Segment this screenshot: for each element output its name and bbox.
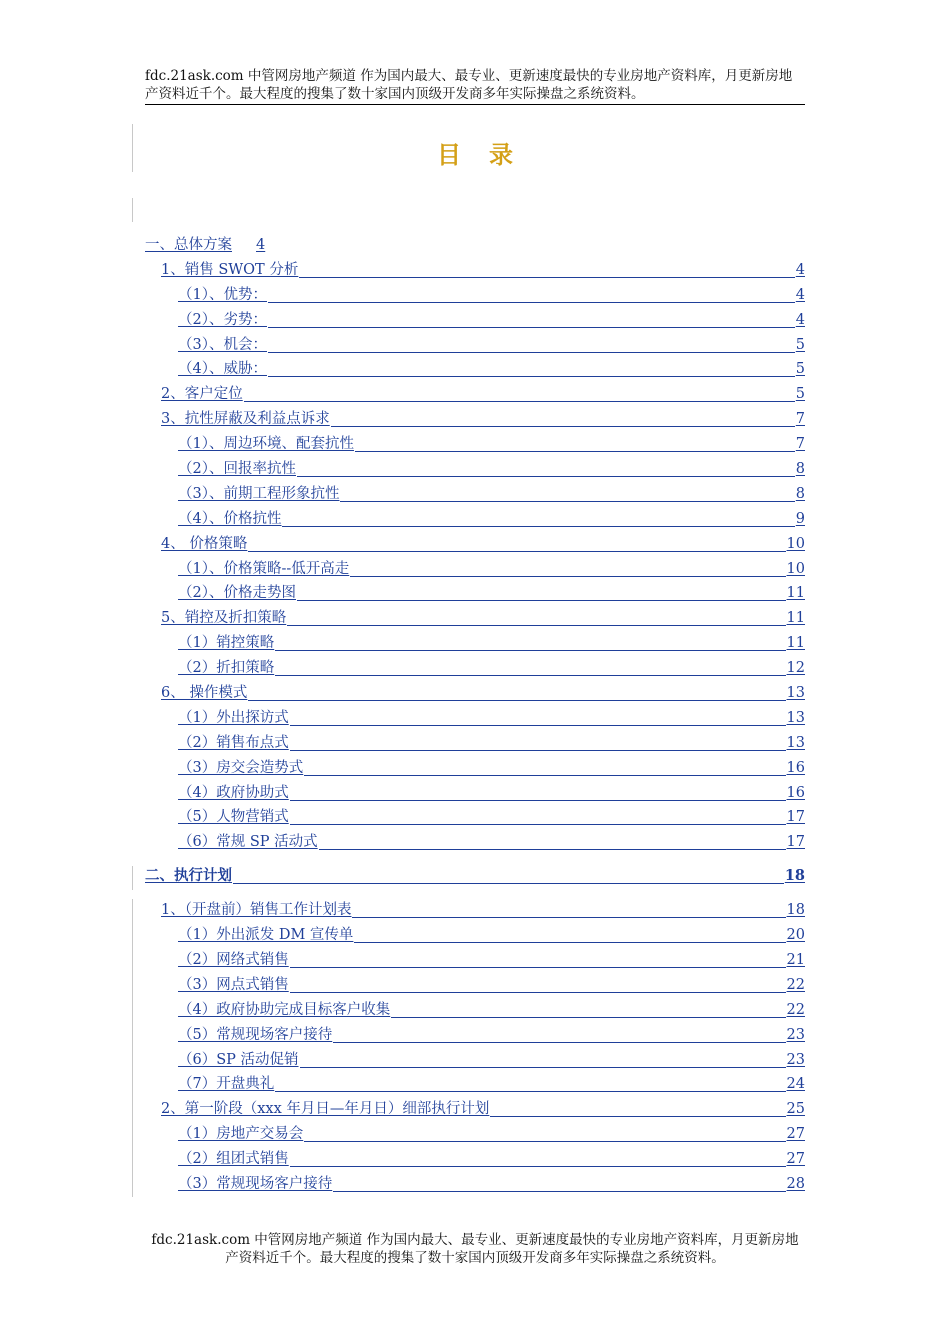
toc-entry[interactable]: （1）、优势： 4	[178, 286, 805, 303]
toc-entry[interactable]: （1）、价格策略--低开高走 10	[178, 560, 805, 577]
toc-entry[interactable]: 6、 操作模式 13	[161, 685, 805, 702]
toc-entry[interactable]: （2）、价格走势图 11	[178, 585, 805, 602]
toc-entry[interactable]: （1）房地产交易会 27	[178, 1126, 805, 1143]
toc-entry[interactable]: （2）、回报率抗性 8	[178, 461, 805, 478]
margin-rule	[132, 124, 133, 172]
toc-entry[interactable]: （2）折扣策略 12	[178, 660, 805, 677]
toc-entry[interactable]: 4、 价格策略 10	[161, 535, 805, 552]
toc-entry[interactable]: 1、销售 SWOT 分析 4	[161, 261, 805, 278]
toc-entry[interactable]: （4）、价格抗性 9	[178, 510, 805, 527]
toc-entry[interactable]: （5）常规现场客户接待 23	[178, 1026, 805, 1043]
toc-entry[interactable]: （6）常规 SP 活动式 17	[178, 834, 805, 851]
toc-entry[interactable]: 5、销控及折扣策略 11	[161, 610, 805, 627]
toc-entry[interactable]: （1）、周边环境、配套抗性 7	[178, 436, 805, 453]
toc-entry[interactable]: （3）、机会： 5	[178, 336, 805, 353]
table-of-contents	[145, 233, 805, 1197]
page-footer: fdc.21ask.com 中管网房地产频道 作为国内最大、最专业、更新速度最快的专业房地产资料库，月更新房地产资料近千个。最大程度的搜集了数十家国内顶级开发商多年实际操盘之系统资料。	[151, 1232, 799, 1266]
toc-entry[interactable]: （4）、威胁： 5	[178, 361, 805, 378]
toc-entry[interactable]: （2）、劣势： 4	[178, 311, 805, 328]
toc-entry[interactable]: （2）销售布点式 13	[178, 734, 805, 751]
toc-entry[interactable]: （6）SP 活动促销 23	[178, 1051, 805, 1068]
toc-entry[interactable]: 3、抗性屏蔽及利益点诉求 7	[161, 411, 805, 428]
margin-rule	[132, 899, 133, 1197]
toc-entry[interactable]: 1、（开盘前）销售工作计划表 18	[161, 902, 805, 919]
toc-entry[interactable]: （4）政府协助式 16	[178, 784, 805, 801]
toc-entry[interactable]: （1）外出探访式 13	[178, 709, 805, 726]
toc-entry[interactable]: （3）、前期工程形象抗性 8	[178, 485, 805, 502]
toc-entry[interactable]: （2）网络式销售 21	[178, 951, 805, 968]
toc-entry[interactable]: （4）政府协助完成目标客户收集 22	[178, 1001, 805, 1018]
toc-entry[interactable]: （5）人物营销式 17	[178, 809, 805, 826]
toc-entry[interactable]: （7）开盘典礼 24	[178, 1076, 805, 1093]
toc-entry[interactable]: 二、执行计划 18	[145, 867, 805, 885]
margin-rule	[132, 866, 133, 890]
page-header: fdc.21ask.com 中管网房地产频道 作为国内最大、最专业、更新速度最快的专业房地产资料库，月更新房地产资料近千个。最大程度的搜集了数十家国内顶级开发商多年实际操盘之系统资料。	[145, 67, 805, 105]
toc-entry[interactable]: 2、客户定位 5	[161, 386, 805, 403]
toc-entry[interactable]: 2、第一阶段（xxx 年月日—年月日）细部执行计划 25	[161, 1101, 805, 1118]
page-title: 目录	[437, 140, 541, 169]
toc-entry[interactable]: （3）房交会造势式 16	[178, 759, 805, 776]
margin-rule	[132, 198, 133, 222]
toc-entry[interactable]: （2）组团式销售 27	[178, 1151, 805, 1168]
toc-entry[interactable]: （1）销控策略 11	[178, 635, 805, 652]
toc-entry[interactable]: 一、总体方案 4	[145, 237, 266, 253]
toc-entry[interactable]: （1）外出派发 DM 宣传单 20	[178, 927, 805, 944]
toc-entry[interactable]: （3）网点式销售 22	[178, 976, 805, 993]
toc-entry[interactable]: （3）常规现场客户接待 28	[178, 1175, 805, 1192]
